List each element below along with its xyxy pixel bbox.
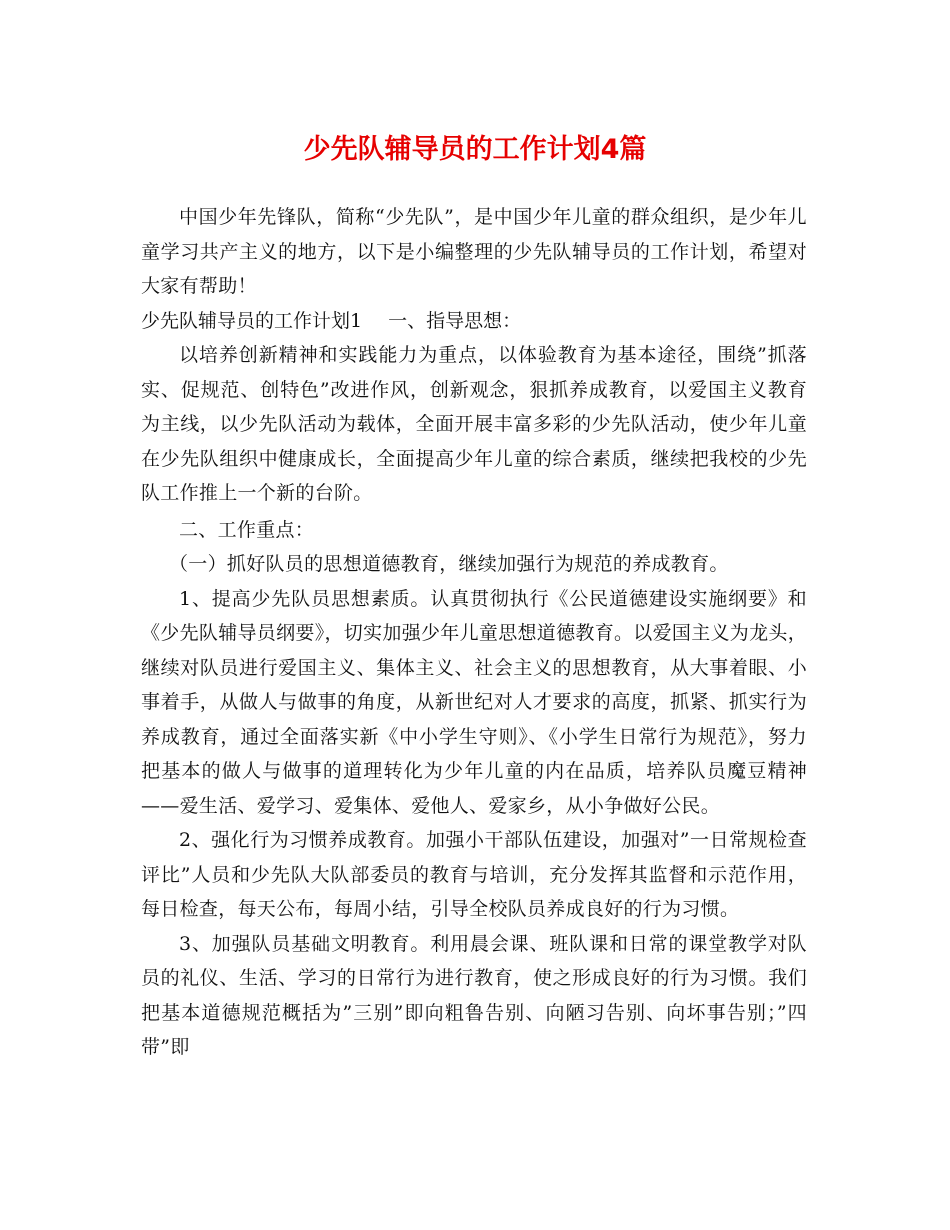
subsection-heading-moral-education: （一）抓好队员的思想道德教育，继续加强行为规范的养成教育。 [169, 553, 729, 575]
item-3-paragraph: 3、加强队员基础文明教育。利用晨会课、班队课和日常的课堂教学对队员的礼仪、生活、学习的日常行为进行教育，使之形成良好的行为习惯。我们把基本道德规范概括为”三别”即向粗鲁告别、向陋习告别、向坏事告别；”四带”即 [141, 932, 807, 1058]
intro-paragraph: 中国少年先锋队，简称“少先队”，是中国少年儿童的群众组织，是少年儿童学习共产主义的地方，以下是小编整理的少先队辅导员的工作计划，希望对大家有帮助！ [141, 206, 807, 297]
section-heading-work-focus: 二、工作重点： [179, 518, 315, 541]
item-1-paragraph: 1、提高少先队员思想素质。认真贯彻执行《公民道德建设实施纲要》和《少先队辅导员纲要》，切实加强少年儿童思想道德教育。以爱国主义为龙头，继续对队员进行爱国主义、集体主义、社会主义的思想教育，从大事着眼、小事着手，从做人与做事的角度，从新世纪对人才要求的高度，抓紧、抓实行为养成教育，通过全面落实新《中小学生守则》、《小学生日常行为规范》，努力把基本的做人与做事的道理转化为少年儿童的内在品质，培养队员魔豆精神——爱生活、爱学习、爱集体、爱他人、爱家乡，从小争做好公民。 [141, 587, 808, 817]
document-title: 少先队辅导员的工作计划4篇 [303, 134, 647, 165]
plan-heading: 少先队辅导员的工作计划1 [141, 309, 363, 332]
section-heading-guiding-thought: 一、指导思想： [388, 309, 522, 332]
document-body [141, 200, 807, 1065]
item-2-paragraph: 2、强化行为习惯养成教育。加强小干部队伍建设，加强对”一日常规检查评比”人员和少先队大队部委员的教育与培训，充分发挥其监督和示范作用，每日检查，每天公布，每周小结，引导全校队员养成良好的行为习惯。 [141, 829, 807, 920]
guiding-thought-paragraph: 以培养创新精神和实践能力为重点，以体验教育为基本途径，围绕”抓落实、促规范、创特色”改进作风，创新观念，狠抓养成教育，以爱国主义教育为主线，以少先队活动为载体，全面开展丰富多彩的少先队活动，使少年儿童在少先队组织中健康成长，全面提高少年儿童的综合素质，继续把我校的少先队工作推上一个新的台阶。 [141, 344, 807, 504]
plan-heading-row [141, 304, 807, 339]
